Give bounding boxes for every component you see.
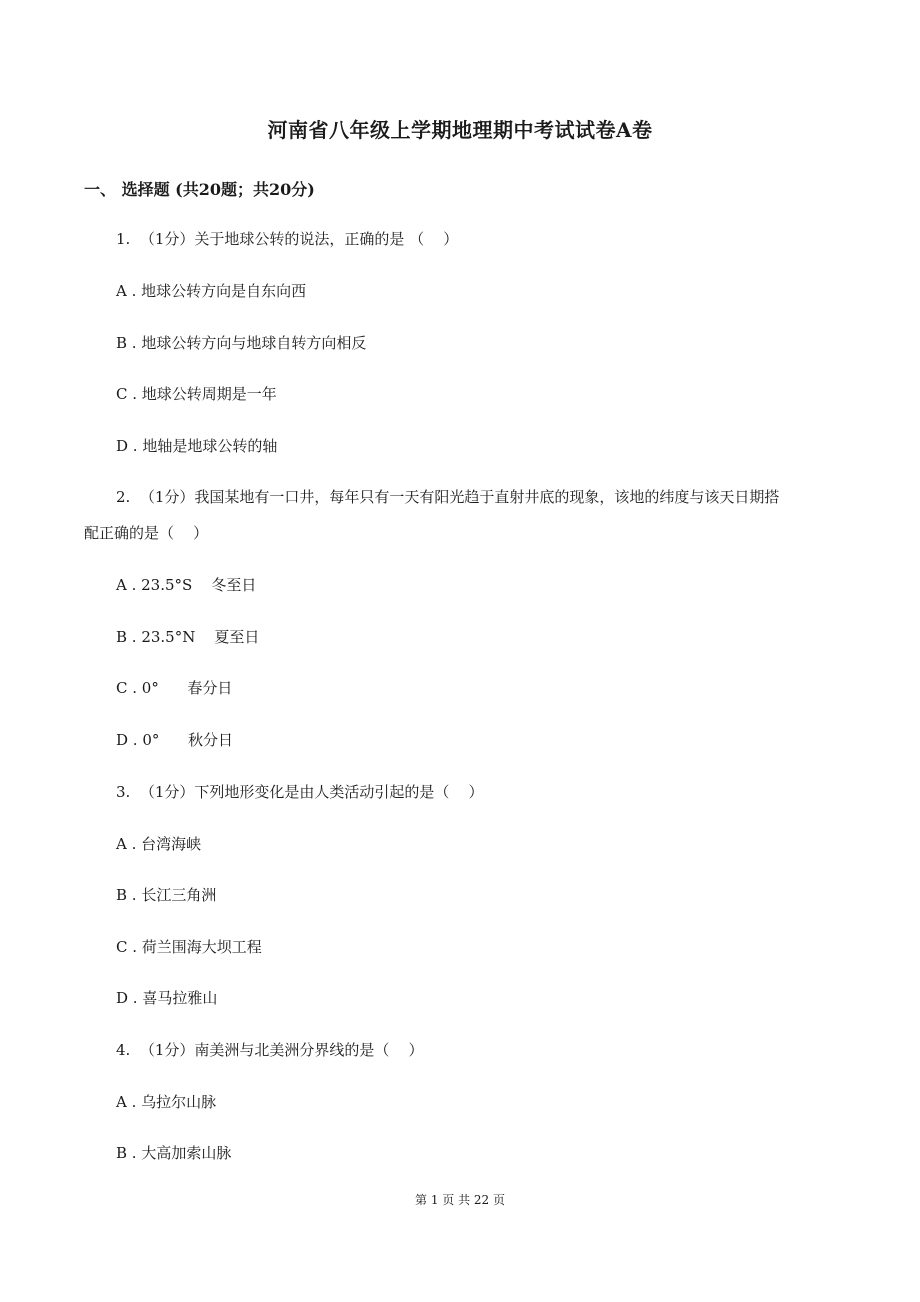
option-c: C . 地球公转周期是一年: [116, 385, 277, 403]
page-title: 河南省八年级上学期地理期中考试试卷A卷: [267, 118, 653, 142]
page-footer: 第 1 页 共 22 页: [415, 1193, 505, 1207]
option-a: A . 台湾海峡: [116, 835, 202, 853]
option-c: C . 0° 春分日: [116, 679, 233, 697]
option-a: A . 23.5°S 冬至日: [116, 576, 257, 594]
option-d: D . 0° 秋分日: [116, 731, 233, 749]
question-stem-continuation: 配正确的是（ ）: [84, 524, 209, 542]
question-stem: 3. （1分）下列地形变化是由人类活动引起的是（ ）: [116, 783, 484, 801]
option-a: A . 乌拉尔山脉: [116, 1093, 217, 1111]
option-d: D . 喜马拉雅山: [116, 989, 218, 1007]
option-d: D . 地轴是地球公转的轴: [116, 437, 278, 455]
section-heading: 一、 选择题 (共20题；共20分): [84, 180, 315, 199]
option-b: B . 大高加索山脉: [116, 1144, 232, 1162]
option-a: A . 地球公转方向是自东向西: [116, 282, 307, 300]
option-b: B . 23.5°N 夏至日: [116, 628, 260, 646]
option-c: C . 荷兰围海大坝工程: [116, 938, 262, 956]
question-stem: 1. （1分）关于地球公转的说法，正确的是 （ ）: [116, 230, 459, 248]
question-stem: 4. （1分）南美洲与北美洲分界线的是（ ）: [116, 1041, 424, 1059]
option-b: B . 长江三角洲: [116, 886, 217, 904]
question-stem: 2. （1分）我国某地有一口井，每年只有一天有阳光趋于直射井底的现象，该地的纬度与该天日期搭: [116, 488, 780, 506]
option-b: B . 地球公转方向与地球自转方向相反: [116, 334, 367, 352]
